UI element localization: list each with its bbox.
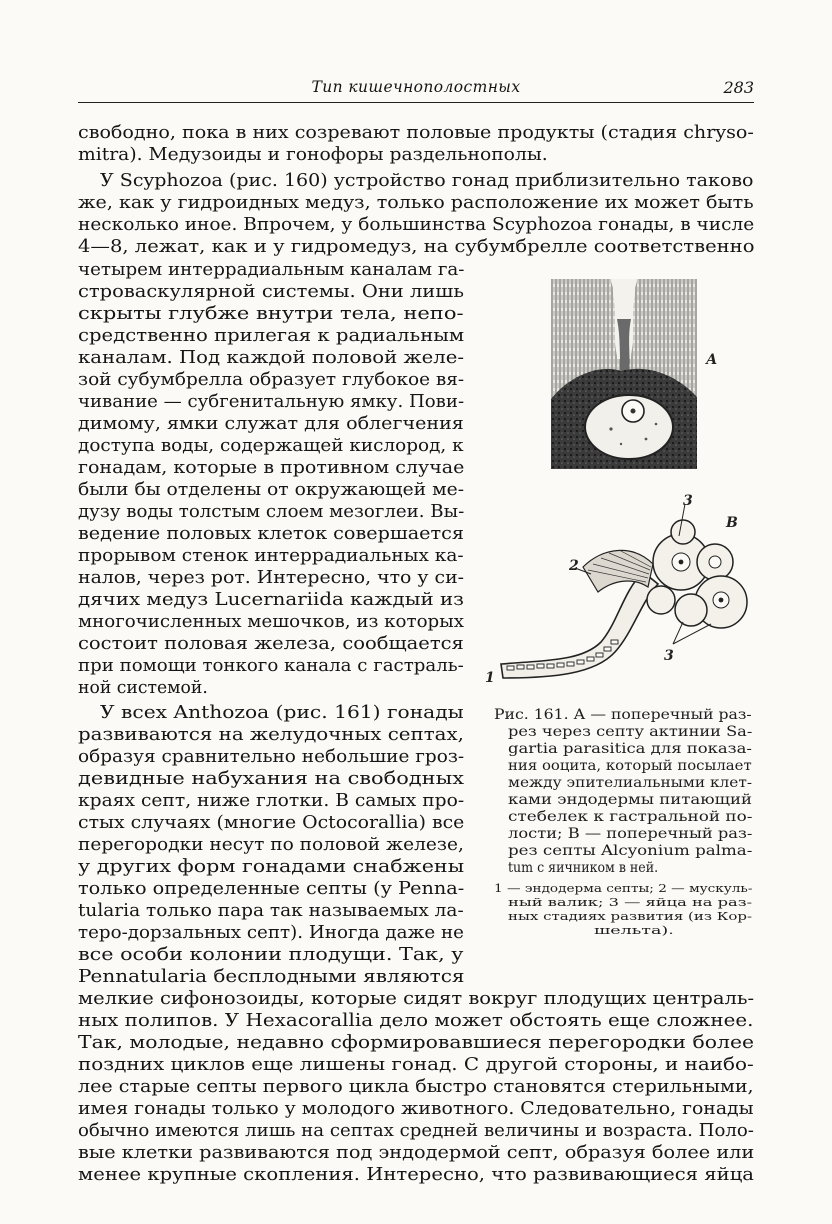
body-line: средственно прилегая к радиальным (78, 326, 465, 346)
caption-note-line: шельта). (594, 923, 674, 937)
body-line: зой субумбрелла образует глубокое вя- (78, 370, 465, 390)
body-line: налов, через рот. Интересно, что у си- (78, 568, 465, 588)
body-line: многочисленных мешочков, из которых (78, 612, 464, 632)
body-line: вые клетки развиваются под эндодермой септ, образуя более или (78, 1143, 755, 1163)
body-line: прорывом стенок интеррадиальных ка- (78, 546, 464, 566)
body-line: были бы отделены от окружающей ме- (78, 480, 465, 500)
body-line: же, как у гидроидных медуз, только расположение их может быть (78, 193, 754, 213)
body-line: образуя сравнительно небольшие гроз- (78, 747, 465, 767)
body-line: доступа воды, содержащей кислород, к (78, 436, 464, 456)
caption-line: Рис. 161. А — поперечный раз- (494, 707, 752, 723)
body-line: обычно имеются лишь на септах средней величины и возраста. Поло- (78, 1121, 754, 1141)
running-title: Тип кишечнополостных (311, 78, 521, 96)
caption-note-line: 1 — эндодерма септы; 2 — мускуль- (494, 881, 753, 895)
body-line: мелкие сифонозоиды, которые сидят вокруг плодущих централь- (78, 989, 755, 1009)
body-line: дячих медуз Lucernariida каждый из (78, 590, 464, 610)
body-line: развиваются на желудочных септах, (78, 725, 464, 745)
body-line: перегородки несут по половой железе, (78, 835, 464, 855)
caption-line: между эпителиальными клет- (508, 775, 753, 791)
caption-line: лости; В — поперечный раз- (508, 826, 753, 842)
figure-label-a: А (706, 352, 718, 368)
body-line: имея гонады только у молодого животного. Следовательно, гонады (78, 1099, 754, 1119)
body-line: у других форм гонадами снабжены (78, 857, 465, 877)
body-line: все особи колонии плодущи. Так, у (78, 945, 464, 965)
body-line: димому, ямки служат для облегчения (78, 414, 464, 434)
body-line: строваскулярной системы. Они лишь (78, 282, 464, 302)
body-line: У Scyphozoa (рис. 160) устройство гонад приблизительно таково (100, 171, 754, 191)
caption-note-line: ных стадиях развития (из Кор- (508, 909, 753, 923)
body-line: при помощи тонкого канала с гастраль- (78, 656, 464, 676)
figure-label-b: В (726, 515, 738, 531)
caption-line: рез септы Alcyonium palma- (508, 843, 753, 859)
body-line: ных полипов. У Hexacorallia дело может обстоять еще сложнее. (78, 1011, 754, 1031)
body-line: каналам. Под каждой половой желе- (78, 348, 465, 368)
figure-label-3-top: 3 (683, 493, 693, 509)
caption-line: tum с яичником в ней. (508, 860, 659, 876)
body-line: поздних циклов еще лишены гонад. С другой стороны, и наибо- (78, 1055, 754, 1075)
figure-label-1: 1 (485, 670, 495, 686)
body-line: ной системой. (78, 678, 208, 698)
caption-line: стебелек к гастральной по- (508, 809, 753, 825)
caption-line: gartia parasitica для показа- (508, 741, 752, 757)
body-line: несколько иное. Впрочем, у большинства Scyphozoa гонады, в числе (78, 215, 755, 235)
figure-b-septum-ovary (483, 492, 755, 692)
body-line: гонадам, которые в противном случае (78, 458, 465, 478)
page-number: 283 (723, 78, 754, 97)
caption-line: рез через септу актинии Sa- (508, 724, 753, 740)
body-line: ведение половых клеток совершается (78, 524, 465, 544)
body-line: свободно, пока в них созревают половые продукты (стадия chryso- (78, 123, 754, 143)
body-line: Так, молодые, недавно сформировавшиеся перегородки более (78, 1033, 755, 1053)
caption-line: ками эндодермы питающий (508, 792, 752, 808)
body-line: лее старые септы первого цикла быстро становятся стерильными, (78, 1077, 754, 1097)
caption-line: ния ооцита, который посылает (508, 758, 752, 774)
body-line: только определенные септы (у Penna- (78, 879, 465, 899)
figure-label-3-bottom: 3 (664, 648, 674, 664)
body-line: теро-дорзальных септ). Иногда даже не (78, 923, 464, 943)
figure-a-septum-section (551, 279, 697, 469)
caption-note-line: ный валик; 3 — яйца на раз- (508, 895, 753, 909)
body-line: состоит половая железа, сообщается (78, 634, 464, 654)
body-line: tularia только пара так называемых ла- (78, 901, 464, 921)
body-line: четырем интеррадиальным каналам га- (78, 260, 465, 280)
body-line: стых случаях (многие Octocorallia) все (78, 813, 465, 833)
body-line: менее крупные скопления. Интересно, что развивающиеся яйца (78, 1165, 754, 1185)
body-line: mitra). Медузоиды и гонофоры раздельнополы. (78, 145, 548, 165)
running-header (78, 78, 754, 103)
figure-label-2: 2 (569, 558, 579, 574)
body-line: У всех Anthozoa (рис. 161) гонады (100, 703, 464, 723)
body-line: 4—8, лежат, как и у гидромедуз, на субумбрелле соответственно (78, 237, 755, 257)
body-line: краях септ, ниже глотки. В самых про- (78, 791, 465, 811)
body-line: скрыты глубже внутри тела, непо- (78, 304, 464, 324)
body-line: чивание — субгенитальную ямку. Пови- (78, 392, 465, 412)
body-line: девидные набухания на свободных (78, 769, 465, 789)
body-line: дузу воды толстым слоем мезоглеи. Вы- (78, 502, 465, 522)
body-line: Pennatularia бесплодными являются (78, 967, 465, 987)
